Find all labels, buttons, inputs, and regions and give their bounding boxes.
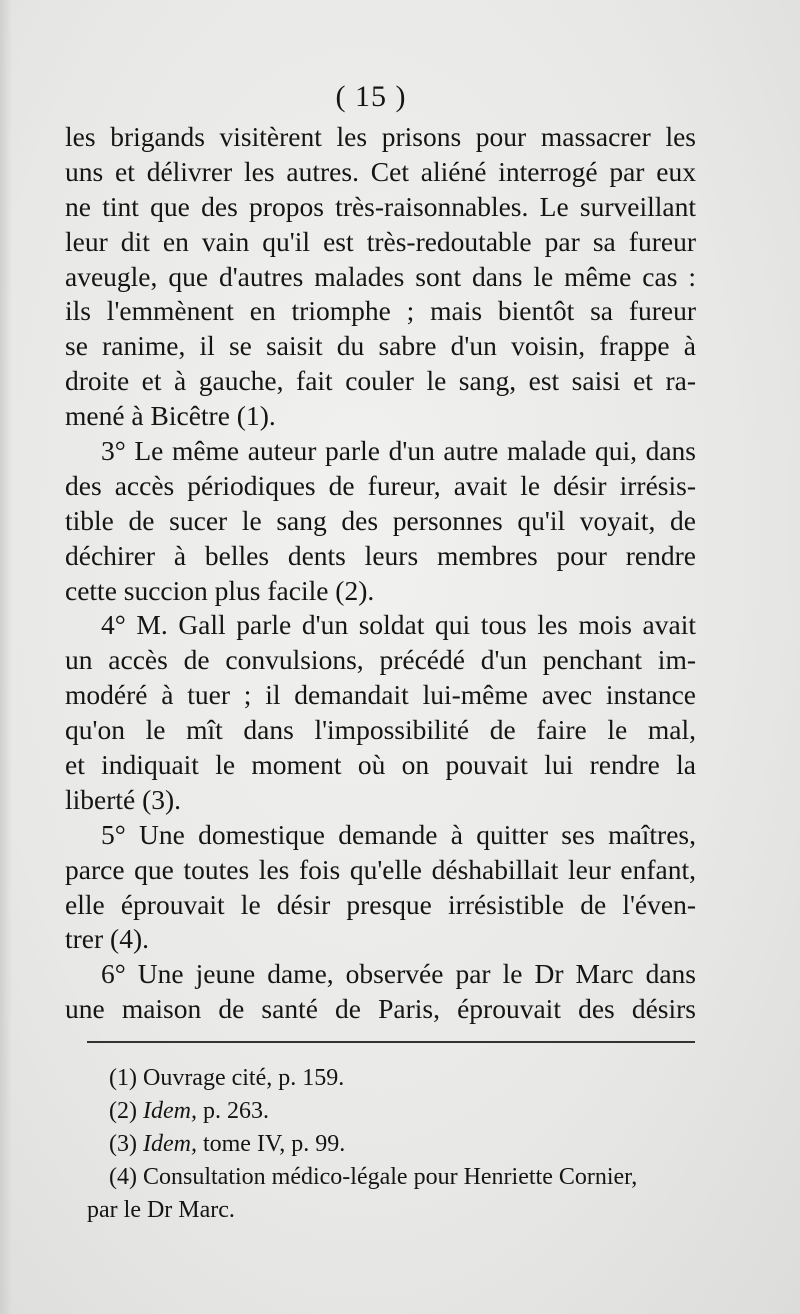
text-line: et indiquait le moment où on pouvait lui rendre la xyxy=(65,749,696,781)
text-line: déchirer à belles dents leurs membres pour rendre xyxy=(65,539,696,571)
footnote-3 xyxy=(87,1128,697,1161)
text-line: modéré à tuer ; il demandait lui-même avec instance xyxy=(65,679,696,711)
text-line: une maison de santé de Paris, éprouvait des désirs xyxy=(65,993,696,1025)
text-line: aveugle, que d'autres malades sont dans le même cas : xyxy=(65,260,696,292)
paragraph-start: 4° M. Gall parle d'un soldat qui tous les mois avait xyxy=(101,609,696,641)
footnote-number: (2) xyxy=(109,1098,137,1124)
paragraph-start: 3° Le même auteur parle d'un autre malade qui, dans xyxy=(101,435,696,467)
footnote-4-continuation: par le Dr Marc. xyxy=(87,1197,235,1223)
paragraph-start: 5° Une domestique demande à quitter ses maîtres, xyxy=(101,818,696,850)
paragraph-start: 6° Une jeune dame, observée par le Dr Marc dans xyxy=(101,958,696,990)
footnote-text: p. 263. xyxy=(202,1098,269,1124)
text-line: tible de sucer le sang des personnes qu'il voyait, de xyxy=(65,504,696,536)
footnote-text: tome IV, p. 99. xyxy=(202,1131,346,1157)
text-line: trer (4). xyxy=(65,923,149,955)
footnote-number: (1) xyxy=(109,1065,137,1091)
footnote-text: Ouvrage cité, p. 159. xyxy=(142,1065,345,1091)
text-line: ils l'emmènent en triomphe ; mais bientôt sa fureur xyxy=(65,295,696,327)
text-line: parce que toutes les fois qu'elle déshabillait leur enfant, xyxy=(65,853,696,885)
text-line: les brigands visitèrent les prisons pour massacrer les xyxy=(65,121,696,152)
text-line: se ranime, il se saisit du sabre d'un voisin, frappe à xyxy=(65,330,696,362)
footnote-2 xyxy=(87,1095,697,1128)
footnote-idem: Idem, xyxy=(142,1131,197,1157)
footnote-text: Consultation médico-légale pour Henriette Cornier, xyxy=(142,1164,638,1190)
footnotes xyxy=(87,1062,697,1227)
text-line: mené à Bicêtre (1). xyxy=(65,400,276,432)
footnote-number: (4) xyxy=(109,1164,137,1190)
text-line: qu'on le mît dans l'impossibilité de faire le mal, xyxy=(65,714,696,746)
text-line: leur dit en vain qu'il est très-redoutable par sa fureur xyxy=(65,225,696,257)
text-line: cette succion plus facile (2). xyxy=(65,574,375,606)
text-line: droite et à gauche, fait couler le sang, est saisi et ra- xyxy=(65,365,696,397)
footnote-divider xyxy=(87,1041,695,1043)
text-line: des accès périodiques de fureur, avait le désir irrésis- xyxy=(65,469,696,501)
footnote-1 xyxy=(87,1062,697,1095)
text-line: liberté (3). xyxy=(65,783,182,815)
page-edge-shadow xyxy=(0,0,12,1314)
footnote-idem: Idem, xyxy=(142,1098,197,1124)
footnote-4 xyxy=(87,1161,697,1194)
text-line: un accès de convulsions, précédé d'un penchant im- xyxy=(65,644,696,676)
text-line: ne tint que des propos très-raisonnables. Le surveillant xyxy=(65,190,696,222)
text-line: uns et délivrer les autres. Cet aliéné interrogé par eux xyxy=(65,155,696,187)
page-number: ( 15 ) xyxy=(335,80,407,113)
footnote-number: (3) xyxy=(109,1131,137,1157)
text-line: elle éprouvait le désir presque irrésistible de l'éven- xyxy=(65,888,696,920)
body-text xyxy=(65,120,696,1027)
